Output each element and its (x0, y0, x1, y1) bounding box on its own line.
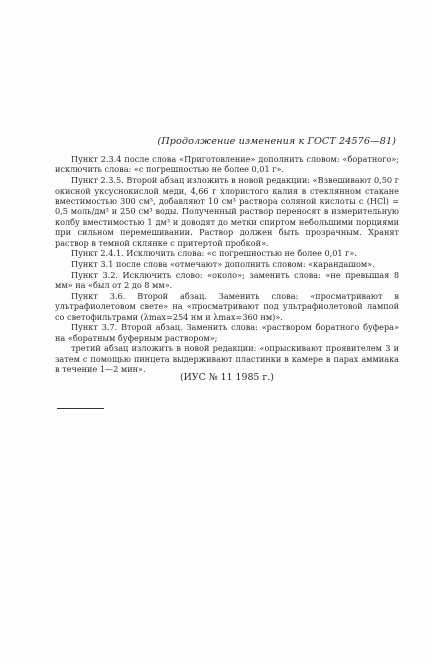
paragraph-3-6: Пункт 3.6. Второй абзац. Заменить слова: «просматривают в ультрафиолетовом свете» на «просматривают под ультрафиолетовой лампой со светофильтрами (λmax=254 нм и λmax=360 нм)». (55, 290, 399, 322)
paragraph-3-2: Пункт 3.2. Исключить слово: «около»; заменить слова: «не превышая 8 мм» на «был от 2 до 8 мм». (55, 269, 399, 291)
paragraph-2-3-5-part-2: Полученный раствор переносят в измерительную колбу вместимостью 1 дм³ и доводят до метки спиртом небольшими порциями при сильном перемешивании. Раствор должен быть прозрачным. Хранят раствор в темной склянке с притертой пробкой». (55, 206, 400, 248)
source-reference: (ИУС № 11 1985 г.) (180, 372, 274, 383)
paragraph-3-7: Пункт 3.7. Второй абзац. Заменить слова: «раствором боратного буфера» на «боратным буферным раствором»; (55, 322, 399, 343)
paragraph-3-1: Пункт 3.1 после слова «отмечают» дополнить словом: «карандашом». (71, 258, 375, 269)
paragraph-3-7-third: третий абзац изложить в новой редакции: «опрыскивают проявителем 3 и затем с помощью пинцета выдерживают пластинки в камере в парах аммиака в течение 1—2 мин». (55, 343, 399, 375)
paragraph-2-3-4: Пункт 2.3.4 после слова «Приготовление» дополнить словом: «боратного»; исключить слова: «с погрешностью не более 0,01 г». (55, 154, 399, 175)
horizontal-rule (57, 408, 104, 409)
paragraph-2-3-5-part-1: Пункт 2.3.5. Второй абзац изложить в новой редакции: «Взвешивают 0,50 г окисной уксуснокислой меди, 4,66 г хлористого калия в стеклянном стакане вместимостью 300 см³, добавляют 10 см³ раствора соляной кислоты с (HCl) = 0,5 моль/дм³ и 250 см³ воды. (55, 175, 399, 217)
paragraph-2-3-5 (55, 175, 399, 248)
paragraph-2-4-1: Пункт 2.4.1. Исключить слова: «с погрешностью не более 0,01 г». (71, 248, 357, 259)
amendment-text (55, 154, 399, 375)
continuation-header: (Продолжение изменения к ГОСТ 24576—81) (157, 136, 396, 147)
